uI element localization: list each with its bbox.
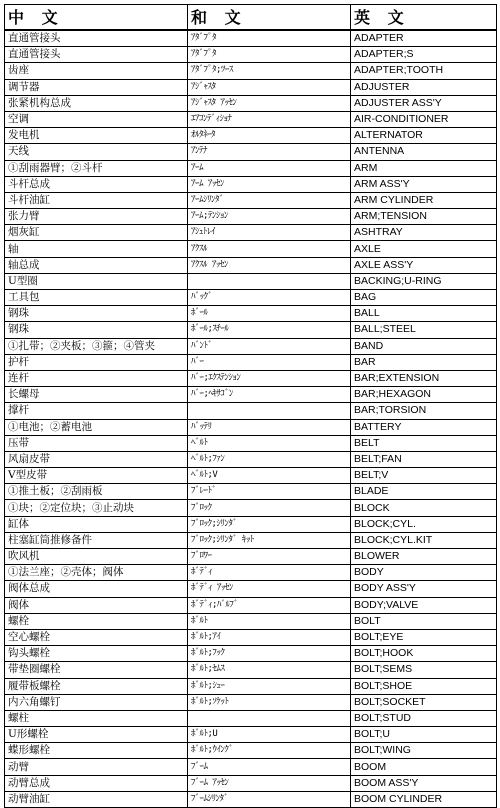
table-row xyxy=(5,111,497,127)
table-row xyxy=(5,727,497,743)
english-term: BOLT;STUD xyxy=(351,710,497,726)
japanese-term: ﾌﾞﾛﾜｰ xyxy=(188,549,351,565)
japanese-term: ﾌﾞﾚｰﾄﾞ xyxy=(188,484,351,500)
english-term: BAND xyxy=(351,338,497,354)
japanese-term: ﾊﾞｰ;ｴｸｽﾃﾝｼｮﾝ xyxy=(188,370,351,386)
japanese-term: ｱｸｽﾙ xyxy=(188,241,351,257)
english-term: ADAPTER xyxy=(351,30,497,47)
japanese-term: ｱｼﾞｬｽﾀ ｱｯｾﾝ xyxy=(188,95,351,111)
japanese-term: ﾍﾞﾙﾄ;V xyxy=(188,468,351,484)
japanese-term: ｱﾀﾞﾌﾟﾀ;ﾂｰｽ xyxy=(188,63,351,79)
japanese-term: ｱｰﾑｼﾘﾝﾀﾞ xyxy=(188,192,351,208)
english-term: BLOCK xyxy=(351,500,497,516)
english-term: BODY ASS'Y xyxy=(351,581,497,597)
japanese-term: ﾎﾞﾙﾄ;ｾﾑｽ xyxy=(188,662,351,678)
chinese-term: 护杆 xyxy=(5,354,188,370)
glossary-table xyxy=(4,4,497,808)
english-term: BOOM xyxy=(351,759,497,775)
english-term: BOLT;EYE xyxy=(351,629,497,645)
chinese-term: ①推土板；②刮雨板 xyxy=(5,484,188,500)
chinese-term: 齿座 xyxy=(5,63,188,79)
japanese-term: ﾊﾞｯﾃﾘ xyxy=(188,419,351,435)
table-row xyxy=(5,791,497,807)
chinese-term: 发电机 xyxy=(5,128,188,144)
chinese-term: 履带板螺栓 xyxy=(5,678,188,694)
header-chinese: 中 文 xyxy=(5,5,188,31)
chinese-term: ①块；②定位块；③止动块 xyxy=(5,500,188,516)
table-row xyxy=(5,273,497,289)
table-row xyxy=(5,192,497,208)
english-term: BAR;EXTENSION xyxy=(351,370,497,386)
english-term: BOLT;SOCKET xyxy=(351,694,497,710)
english-term: BLOCK;CYL. xyxy=(351,516,497,532)
chinese-term: 空调 xyxy=(5,111,188,127)
english-term: BALL;STEEL xyxy=(351,322,497,338)
english-term: BOOM CYLINDER xyxy=(351,791,497,807)
chinese-term: 轴 xyxy=(5,241,188,257)
table-row xyxy=(5,354,497,370)
japanese-term: ｱｰﾑ ｱｯｾﾝ xyxy=(188,176,351,192)
english-term: ARM ASS'Y xyxy=(351,176,497,192)
japanese-term: ﾎﾞﾙﾄ;ｱｲ xyxy=(188,629,351,645)
header-japanese: 和 文 xyxy=(188,5,351,31)
table-row xyxy=(5,322,497,338)
chinese-term: 张力臂 xyxy=(5,209,188,225)
english-term: ADAPTER;S xyxy=(351,47,497,63)
chinese-term: 工具包 xyxy=(5,290,188,306)
table-row xyxy=(5,387,497,403)
japanese-term: ﾎﾞﾙﾄ;ﾌｯｸ xyxy=(188,646,351,662)
japanese-term: ﾎﾞﾙﾄ xyxy=(188,613,351,629)
japanese-term: ﾊﾞｰ;ﾍｷｻｺﾞﾝ xyxy=(188,387,351,403)
chinese-term: 调节器 xyxy=(5,79,188,95)
table-row xyxy=(5,662,497,678)
english-term: BAR;TORSION xyxy=(351,403,497,419)
english-term: ASHTRAY xyxy=(351,225,497,241)
english-term: BLADE xyxy=(351,484,497,500)
glossary-rows xyxy=(5,30,497,808)
chinese-term: ①扎带；②夹板；③箍；④管夹 xyxy=(5,338,188,354)
table-row xyxy=(5,338,497,354)
glossary-sheet xyxy=(4,4,496,808)
chinese-term: 张紧机构总成 xyxy=(5,95,188,111)
chinese-term: 天线 xyxy=(5,144,188,160)
table-row xyxy=(5,306,497,322)
table-row xyxy=(5,678,497,694)
english-term: AXLE ASS'Y xyxy=(351,257,497,273)
table-row xyxy=(5,435,497,451)
table-row xyxy=(5,176,497,192)
english-term: BOLT xyxy=(351,613,497,629)
chinese-term: 直通管接头 xyxy=(5,30,188,47)
chinese-term: 轴总成 xyxy=(5,257,188,273)
chinese-term: V型皮带 xyxy=(5,468,188,484)
table-row xyxy=(5,128,497,144)
chinese-term: 缸体 xyxy=(5,516,188,532)
table-row xyxy=(5,30,497,47)
japanese-term: ﾊﾞｯｸﾞ xyxy=(188,290,351,306)
english-term: BELT;V xyxy=(351,468,497,484)
english-term: BOOM ASS'Y xyxy=(351,775,497,791)
chinese-term: 带垫圈螺栓 xyxy=(5,662,188,678)
english-term: ARM xyxy=(351,160,497,176)
table-row xyxy=(5,646,497,662)
chinese-term: 斗杆油缸 xyxy=(5,192,188,208)
english-term: BOLT;WING xyxy=(351,743,497,759)
table-row xyxy=(5,597,497,613)
table-row xyxy=(5,290,497,306)
table-row xyxy=(5,743,497,759)
chinese-term: 钢珠 xyxy=(5,306,188,322)
table-row xyxy=(5,468,497,484)
japanese-term: ﾎﾞﾙﾄ;ｼｭｰ xyxy=(188,678,351,694)
english-term: ALTERNATOR xyxy=(351,128,497,144)
table-row xyxy=(5,549,497,565)
japanese-term: ﾎﾞﾃﾞｨ ｱｯｾﾝ xyxy=(188,581,351,597)
chinese-term: 长螺母 xyxy=(5,387,188,403)
table-row xyxy=(5,370,497,386)
japanese-term: ﾌﾞｰﾑ ｱｯｾﾝ xyxy=(188,775,351,791)
table-row xyxy=(5,613,497,629)
japanese-term: ﾎﾞｰﾙ;ｽﾁｰﾙ xyxy=(188,322,351,338)
table-row xyxy=(5,144,497,160)
japanese-term: ﾎﾞﾙﾄ;ｳｲﾝｸﾞ xyxy=(188,743,351,759)
chinese-term: 螺柱 xyxy=(5,710,188,726)
chinese-term: 蝶形螺栓 xyxy=(5,743,188,759)
table-row xyxy=(5,160,497,176)
table-row xyxy=(5,710,497,726)
japanese-term: ﾌﾞﾛｯｸ;ｼﾘﾝﾀﾞ ｷｯﾄ xyxy=(188,532,351,548)
english-term: ANTENNA xyxy=(351,144,497,160)
table-row xyxy=(5,516,497,532)
english-term: BELT xyxy=(351,435,497,451)
chinese-term: 动臂 xyxy=(5,759,188,775)
japanese-term: ﾊﾞｰ xyxy=(188,354,351,370)
table-row xyxy=(5,241,497,257)
japanese-term: ｵﾙﾀﾈｰﾀ xyxy=(188,128,351,144)
japanese-term: ﾌﾞｰﾑｼﾘﾝﾀﾞ xyxy=(188,791,351,807)
chinese-term: U形螺栓 xyxy=(5,727,188,743)
japanese-term: ﾌﾞｰﾑ xyxy=(188,759,351,775)
chinese-term: 空心螺栓 xyxy=(5,629,188,645)
table-row xyxy=(5,500,497,516)
table-row xyxy=(5,209,497,225)
english-term: BAG xyxy=(351,290,497,306)
english-term: AXLE xyxy=(351,241,497,257)
english-term: BODY xyxy=(351,565,497,581)
chinese-term: 柱塞缸筒推修备件 xyxy=(5,532,188,548)
japanese-term: ﾎﾞﾙﾄ;U xyxy=(188,727,351,743)
table-row xyxy=(5,759,497,775)
english-term: BELT;FAN xyxy=(351,451,497,467)
english-term: ADJUSTER ASS'Y xyxy=(351,95,497,111)
english-term: ARM;TENSION xyxy=(351,209,497,225)
table-row xyxy=(5,629,497,645)
chinese-term: 连杆 xyxy=(5,370,188,386)
japanese-term: ﾌﾞﾛｯｸ;ｼﾘﾝﾀﾞ xyxy=(188,516,351,532)
japanese-term: ｱｰﾑ;ﾃﾝｼｮﾝ xyxy=(188,209,351,225)
chinese-term: 螺栓 xyxy=(5,613,188,629)
chinese-term: ①法兰座；②壳体；阀体 xyxy=(5,565,188,581)
japanese-term: ｱｼｭﾄﾚｲ xyxy=(188,225,351,241)
english-term: BAR;HEXAGON xyxy=(351,387,497,403)
japanese-term: ﾎﾞﾃﾞｨ xyxy=(188,565,351,581)
table-row xyxy=(5,95,497,111)
chinese-term: ①电池；②蓄电池 xyxy=(5,419,188,435)
chinese-term: 撑杆 xyxy=(5,403,188,419)
english-term: BAR xyxy=(351,354,497,370)
chinese-term: 钩头螺栓 xyxy=(5,646,188,662)
japanese-term xyxy=(188,403,351,419)
japanese-term: ｱﾀﾞﾌﾟﾀ xyxy=(188,30,351,47)
japanese-term: ﾎﾞﾃﾞｨ;ﾊﾞﾙﾌﾞ xyxy=(188,597,351,613)
english-term: ADAPTER;TOOTH xyxy=(351,63,497,79)
japanese-term: ﾎﾞﾙﾄ;ｿｹｯﾄ xyxy=(188,694,351,710)
table-row xyxy=(5,79,497,95)
chinese-term: U型圈 xyxy=(5,273,188,289)
english-term: BLOWER xyxy=(351,549,497,565)
chinese-term: 压带 xyxy=(5,435,188,451)
english-term: BOLT;SEMS xyxy=(351,662,497,678)
japanese-term: ﾍﾞﾙﾄ xyxy=(188,435,351,451)
english-term: BACKING;U-RING xyxy=(351,273,497,289)
chinese-term: 内六角螺钉 xyxy=(5,694,188,710)
english-term: BLOCK;CYL.KIT xyxy=(351,532,497,548)
table-row xyxy=(5,403,497,419)
english-term: BOLT;HOOK xyxy=(351,646,497,662)
header-english: 英 文 xyxy=(351,5,497,31)
table-row xyxy=(5,225,497,241)
chinese-term: 钢珠 xyxy=(5,322,188,338)
english-term: BOLT;U xyxy=(351,727,497,743)
japanese-term xyxy=(188,273,351,289)
table-row xyxy=(5,694,497,710)
japanese-term: ｴｱｺﾝﾃﾞｨｼｮﾅ xyxy=(188,111,351,127)
english-term: BALL xyxy=(351,306,497,322)
table-row xyxy=(5,419,497,435)
chinese-term: 烟灰缸 xyxy=(5,225,188,241)
table-row xyxy=(5,63,497,79)
english-term: BODY;VALVE xyxy=(351,597,497,613)
japanese-term: ﾊﾞﾝﾄﾞ xyxy=(188,338,351,354)
english-term: AIR-CONDITIONER xyxy=(351,111,497,127)
chinese-term: 动臂油缸 xyxy=(5,791,188,807)
japanese-term: ｱｸｽﾙ ｱｯｾﾝ xyxy=(188,257,351,273)
chinese-term: 直通管接头 xyxy=(5,47,188,63)
chinese-term: 阀体总成 xyxy=(5,581,188,597)
japanese-term xyxy=(188,710,351,726)
japanese-term: ﾍﾞﾙﾄ;ﾌｧﾝ xyxy=(188,451,351,467)
table-row xyxy=(5,257,497,273)
table-row xyxy=(5,532,497,548)
header-row xyxy=(5,5,497,31)
table-row xyxy=(5,581,497,597)
table-row xyxy=(5,47,497,63)
chinese-term: 动臂总成 xyxy=(5,775,188,791)
japanese-term: ｱｼﾞｬｽﾀ xyxy=(188,79,351,95)
chinese-term: 斗杆总成 xyxy=(5,176,188,192)
japanese-term: ﾌﾞﾛｯｸ xyxy=(188,500,351,516)
english-term: ADJUSTER xyxy=(351,79,497,95)
chinese-term: ①刮雨器臂；②斗杆 xyxy=(5,160,188,176)
table-row xyxy=(5,451,497,467)
chinese-term: 阀体 xyxy=(5,597,188,613)
chinese-term: 吹风机 xyxy=(5,549,188,565)
table-row xyxy=(5,484,497,500)
english-term: BATTERY xyxy=(351,419,497,435)
english-term: ARM CYLINDER xyxy=(351,192,497,208)
table-row xyxy=(5,565,497,581)
japanese-term: ｱﾀﾞﾌﾟﾀ xyxy=(188,47,351,63)
chinese-term: 风扇皮带 xyxy=(5,451,188,467)
japanese-term: ﾎﾞｰﾙ xyxy=(188,306,351,322)
english-term: BOLT;SHOE xyxy=(351,678,497,694)
japanese-term: ｱｰﾑ xyxy=(188,160,351,176)
japanese-term: ｱﾝﾃﾅ xyxy=(188,144,351,160)
